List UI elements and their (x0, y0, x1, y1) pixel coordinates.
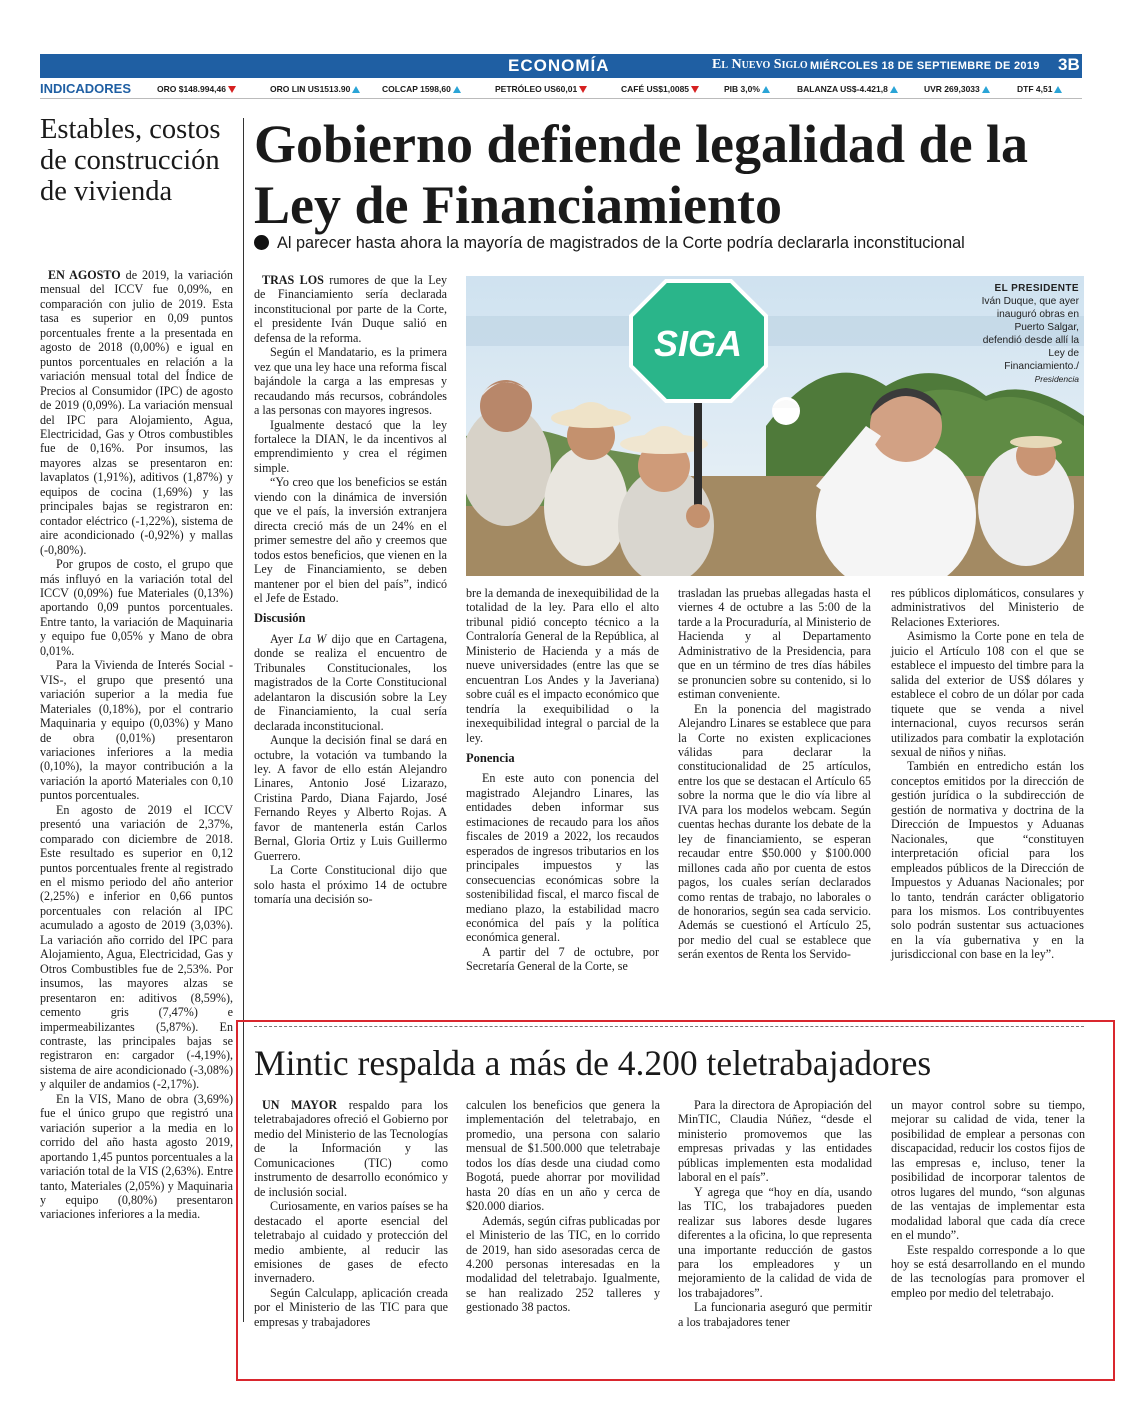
paragraph: En la ponencia del magistrado Alejandro Linares se establece que para la Corte no existen explicaciones válidas para declarar la constitucionalidad de 25 artículos, entre los que se destacan el Artículo 65 sobre la norma que le dio vía libre al IVA para los modelos webcam. Según cuentas hechas durante los debate de la ley de financiamiento, se esperan recaudar entre $50.000 y $100.000 millones cada año por cuenta de estos pagos, los cuales serían declarados como rentas de trabajo, no laborales o de honorarios, según sea cada servicio. Además se cuestionó el Artículo 25, por medio del cual se establece que serán exentos de Renta los Servido- (678, 701, 871, 962)
paragraph: En la VIS, Mano de obra (3,69%) fue el único grupo que registró una variación superior a la media en lo corrido del año hasta agosto 2019, aportando 1,45 puntos porcentuales a la variación total de la VIS (2,63%). Entre tanto, Materiales (2,05%) y Maquinaria y equipo (0,80%) presentaron variaciones inferiores a la media. (40, 1091, 233, 1222)
mintic-column-2 (466, 1098, 660, 1315)
photo-credit: Presidencia (1034, 374, 1079, 384)
lead-runin: TRAS LOS (262, 273, 324, 287)
indicator-item: COLCAP 1598,60 (382, 84, 461, 94)
paragraph: También en entredicho están los conceptos emitidos por la dirección de gestión jurídica o la subdirección de gestión de normativa y doctrina de la Dirección de Impuestos y Aduanas Nacionales, que “constituyen interpretación oficial para los empleados públicos de la Dirección de Impuestos y Aduanas Nacionales; por lo tanto, tendrán carácter obligatorio para los mismos. Los contribuyentes solo podrán sustentar sus actuaciones en la vía gubernativa y en la jurisdiccional con base en la ley”. (891, 759, 1084, 962)
paragraph: Igualmente destacó que la ley fortalece la DIAN, le da incentivos al emprendimiento y crea el régimen simple. (254, 417, 447, 475)
indicator-item: ORO LIN US1513.90 (270, 84, 360, 94)
trend-up-icon (1054, 86, 1062, 93)
mintic-headline: Mintic respalda a más de 4.200 teletrabajadores (254, 1043, 932, 1083)
subhead: Discusión (254, 611, 306, 626)
main-story-column-3 (678, 586, 871, 962)
trend-up-icon (352, 86, 360, 93)
main-story-column-4 (891, 586, 1084, 962)
paragraph: Además, según cifras publicadas por el Ministerio de las TIC, en lo corrido de 2019, han sido asesoradas cerca de 4.200 personas interesadas en la modalidad del teletrabajo. Igualmente, se han realizado 252 talleres y gestionado 38 pactos. (466, 1213, 660, 1315)
paragraph: Este respaldo corresponde a lo que hoy se está desarrollando en el mundo de las tecnologías para promover el empleo por medio del teletrabajo. (891, 1242, 1085, 1300)
paragraph: res públicos diplomáticos, consulares y administrativos del Ministerio de Relaciones Exteriores. (891, 586, 1084, 629)
trend-up-icon (982, 86, 990, 93)
trend-up-icon (453, 86, 461, 93)
paragraph: un mayor control sobre su tiempo, mejorar su calidad de vida, tener la posibilidad de emplear a personas con discapacidad, reducir los costos fijos de las empresas e, incluso, tener la posibilidad de incorporar talentos de otros lugares del mundo, “son algunas de las ventajas de implementar esta modalidad laboral que cada día crece en el mundo”. (891, 1098, 1085, 1243)
indicator-item: UVR 269,3033 (924, 84, 990, 94)
publication-date: MIÉRCOLES 18 DE SEPTIEMBRE DE 2019 (810, 60, 1040, 72)
page-number: 3B (1058, 55, 1080, 74)
indicator-item: ORO $148.994,46 (157, 84, 236, 94)
paragraph: Según Calculapp, aplicación creada por el Ministerio de las TIC para que empresas y trabajadores (254, 1285, 448, 1329)
trend-down-icon (691, 86, 699, 93)
caption-text: Iván Duque, que ayer inauguró obras en Puerto Salgar, defendió desde allí la Ley de Financiamiento./ (981, 296, 1079, 372)
paragraph: La Corte Constitucional dijo que solo hasta el próximo 14 de octubre tomaría una decisión so- (254, 863, 447, 907)
trend-up-icon (890, 86, 898, 93)
indicator-item: CAFÉ US$1,0085 (621, 84, 699, 94)
paragraph: trasladan las pruebas allegadas hasta el viernes 4 de octubre a las 5:00 de la tarde a la Procuraduría, al Ministerio de Hacienda y al Departamento Administrativo de la Presidencia, para que en un término de tres días hábiles se pronuncien sobre su contenido, si lo estiman conveniente. (678, 586, 871, 702)
indicator-item: PIB 3,0% (724, 84, 770, 94)
paragraph: En agosto de 2019 el ICCV presentó una variación de 2,37%, comparado con diciembre de 2018. Este resultado es superior en 0,12 puntos porcentuales frente al registrado en el mismo periodo del año anterior (2,25%) e inferior en 0,66 puntos porcentuales con relación al IPC acumulado a agosto de 2019 (3,03%). La variación año corrido del IPC para Alojamiento, Agua, Electricidad, Gas y Otros Combustibles fue de 2,53%. Por insumos, las mayores alzas se presentaron en: aditivos (8,59%), cemento gris (7,47%) e impermeabilizantes (5,87%). En contraste, las principales bajas se registraron en: cargador (-4,19%), sistema de aire acondicionado (-3,08%) y alquiler de andamios (-2,17%). (40, 802, 233, 1092)
caption-title: EL PRESIDENTE (994, 283, 1079, 294)
paragraph: Por grupos de costo, el grupo que más influyó en la variación total del ICCV (0,09%) fue Materiales (0,13%) aportando 0,09 puntos porcentuales. Entre tanto, la variación de Maquinaria y equipo fue 0,05% y Mano de obra 0,01%. (40, 557, 233, 658)
side-story-headline: Estables, costos de construcción de vivienda (40, 114, 221, 207)
paragraph: bre la demanda de inexequibilidad de la totalidad de la ley. Para ello el alto tribunal pidió concepto técnico a la Contraloría General de la República, al Ministerio de Hacienda y a más de nueve universidades (entre las que se encuentran Los Andes y la Javeriana) sobre cuál es el impacto económico que tendría la exequibilidad o la inexequibilidad integral o parcial de la ley. (466, 586, 659, 745)
main-story-column-1 (254, 273, 447, 906)
paragraph: Asimismo la Corte pone en tela de juicio el Artículo 108 con el que se establece el impuesto del timbre para la salida del exterior de US$ dólares y establece el cobro de un dólar por cada tiquete que se venda a nivel internacional, cuyos recursos serán utilizados para combatir la explotación sexual de niños y niñas. (891, 629, 1084, 759)
main-story-column-2 (466, 586, 659, 974)
main-deck (254, 234, 1089, 253)
paragraph: La funcionaria aseguró que permitir a los trabajadores tener (678, 1300, 872, 1329)
paragraph: calculen los beneficios que genera la implementación del teletrabajo, en promedio, una persona con salario mensual de $1.500.000 que teletrabaje todos los días desde una ciudad como Bogotá, puede ahorrar por movilidad hasta 20 días en un año y cerca de $20.000 diarios. (466, 1098, 660, 1214)
subhead: Ponencia (466, 750, 515, 765)
side-story-body (40, 268, 233, 1222)
bullet-icon (254, 235, 269, 250)
indicator-item: BALANZA US$-4.421,8 (797, 84, 898, 94)
indicators-title: INDICADORES (40, 81, 132, 96)
radio-name: La W (298, 631, 327, 646)
paragraph: respaldo para los teletrabajadores ofreció el Gobierno por medio del Ministerio de las Tecnologías de la Información y las Comunicaciones (TIC) como instrumento de desarrollo económico y de inclusión social. (254, 1098, 448, 1199)
paragraph: “Yo creo que los beneficios se están viendo con la dinámica de inversión que ve el país, la inversión extranjera directa creció más de un 24% en el primer semestre del año y creemos que todos estos beneficios, que vienen en la Ley de Financiamiento, se deben mantener por el bien del país”, indicó el Jefe de Estado. (254, 475, 447, 605)
paragraph: En este auto con ponencia del magistrado Alejandro Linares, las entidades deben informar sus estimaciones de recaudo para los años fiscales de 2019 a 2022, los recaudos esperados de ingresos tributarios en los principales impuestos y las consecuencias económicas sobre la sostenibilidad fiscal, el marco fiscal de mediano plazo, la estabilidad macro económica del país y la política económica general. (466, 771, 659, 945)
paragraph: A partir del 7 de octubre, por Secretaría General de la Corte, se (466, 944, 659, 974)
paragraph: Ayer La W dijo que en Cartagena, donde se realiza el encuentro de Tribunales Constitucionales, los magistrados de la Corte Constitucional adelantaron la discusión sobre la Ley de Financiamiento, la cual sería declarada inconstitucional. (254, 631, 448, 733)
paragraph: Y agrega que “hoy en día, usando las TIC, los trabajadores pueden realizar sus labores desde lugares diferentes a la oficina, lo que representa una importante reducción de gastos para los empleadores y un mejoramiento de la calidad de vida de los trabajadores”. (678, 1184, 872, 1300)
paragraph: Según el Mandatario, es la primera vez que una ley hace una reforma fiscal bajándole la carga a las empresas y recaudando más recursos, cobrándoles a las personas con mayores ingresos. (254, 345, 447, 418)
paragraph: rumores de que la Ley de Financiamiento sería declarada inconstitucional por parte de la Corte, el presidente Iván Duque salió en defensa de la reforma. (254, 273, 448, 345)
indicator-item: DTF 4,51 (1017, 84, 1062, 94)
lead-runin: EN AGOSTO (48, 268, 121, 282)
mintic-column-1 (254, 1098, 448, 1329)
photo-caption (975, 282, 1079, 386)
main-headline: Gobierno defiende legalidad de la Ley de Financiamiento (254, 114, 1029, 235)
paragraph: Para la directora de Apropiación del MinTIC, Claudia Núñez, “desde el ministerio promovemos que las empresas privadas y las entidades públicas implementen esta modalidad laboral en el país”. (678, 1098, 872, 1185)
indicator-item: PETRÓLEO US60,01 (495, 84, 587, 94)
mintic-column-4 (891, 1098, 1085, 1300)
newspaper-masthead: El Nuevo Siglo (712, 57, 808, 72)
paragraph: Para la Vivienda de Interés Social -VIS-, el grupo que presentó una variación superior a la media fue Materiales (0,18%), por el contrario Maquinaria y equipo (0,03%) y Mano de obra (0,01%) presentaron variaciones inferiores a la media (0,10%), la mayor contribución a la variación la aportó Materiales con 0,10 puntos porcentuales. (40, 658, 233, 803)
paragraph: Curiosamente, en varios países se ha destacado el aporte esencial del teletrabajo al cuidado y protección del medio ambiente, al reducir las emisiones de gases de efecto invernadero. (254, 1199, 448, 1286)
trend-down-icon (228, 86, 236, 93)
paragraph: Aunque la decisión final se dará en octubre, la votación va tumbando la ley. A favor de ello están Alejandro Linares, Antonio José Lizarazo, Cristina Pardo, Diana Fajardo, José Fernando Reyes y Alberto Rojas. A favor de mantenerla están Carlos Bernal, Gloria Ortiz y Luis Guillermo Guerrero. (254, 733, 447, 863)
paragraph: de 2019, la variación mensual del ICCV fue 0,09%, en comparación con julio de 2019. Esta tasa es superior en 0,09 puntos porcentuales frente a la presentada en agosto de 2018 (0,00%) e igual en puntos porcentuales en relación a la variación mensual total del Índice de Precios al Consumidor (IPC) de agosto de 2019 (0,09%). La variación mensual del IPC para Alojamiento, Agua, Electricidad, Gas y Otros combustibles fue de 0,16%. Por insumos, las mayores alzas se presentaron en: lavaplatos (1,91%), aditivos (1,87%) y equipos de cocina (1,69%) y las principales bajas se registraron en: contador eléctrico (-1,22%), sistema de aire acondicionado (-0,92%) y mallas (-0,80%). (40, 268, 233, 557)
trend-up-icon (762, 86, 770, 93)
mintic-column-3 (678, 1098, 872, 1329)
siga-sign-text: SIGA (653, 323, 743, 364)
section-name: ECONOMÍA (508, 56, 610, 75)
deck-text: Al parecer hasta ahora la mayoría de magistrados de la Corte podría declararla inconstitucional (277, 234, 965, 252)
trend-down-icon (579, 86, 587, 93)
lead-runin: UN MAYOR (262, 1098, 338, 1112)
